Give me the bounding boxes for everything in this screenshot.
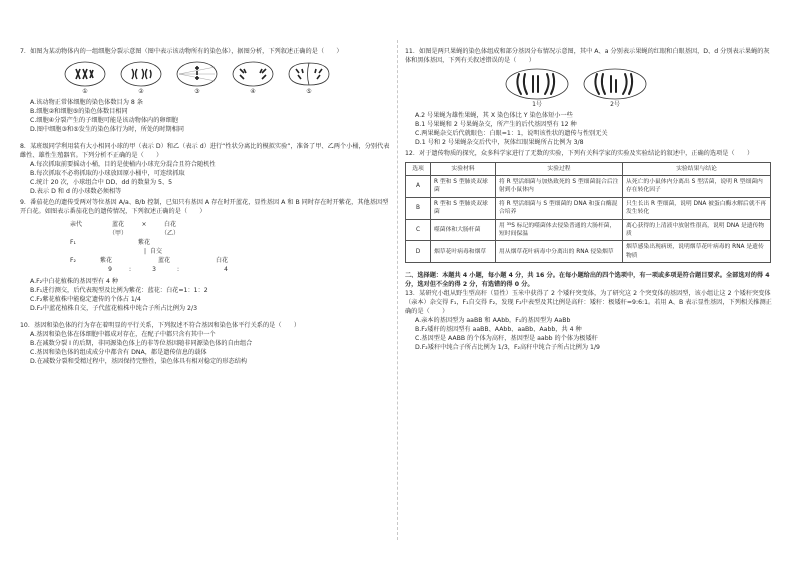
option: C.统计 20 次，小球组合中 DD、dd 的数量为 5、5 bbox=[30, 178, 173, 186]
f2-ratio-c: 4 bbox=[224, 266, 228, 274]
question-10-stem: 10．基因和染色体的行为存在着明显的平行关系，下列叙述不符合基因和染色体平行关系的是（ ） bbox=[20, 322, 301, 330]
f2-phenotype-c: 白花 bbox=[215, 257, 228, 265]
question-8-stem: 8．某班级同学利用装有大小相同小球的甲（表示 D）和乙（表示 d）进行“性状分离比的模拟实验”，准备了甲、乙两个小桶，分别代表雌性、雄性生殖器官。下列分析不正确的是（ ） bbox=[20, 142, 390, 159]
f1-phenotype: 紫花 bbox=[137, 239, 150, 247]
option: D.F₂中蓝花植株自交，子代蓝花植株中纯合子所占比例为 2/3 bbox=[30, 305, 198, 313]
question-9 bbox=[20, 199, 390, 315]
option: C.两果蝇杂交后代就眼色：白眼=1：1，说明该性状的遗传与性别无关 bbox=[415, 129, 608, 137]
table-cell: D bbox=[406, 241, 431, 263]
table-cell: 将 R 型活细菌与 S 型细菌的 DNA 和蛋白酶混合培养 bbox=[496, 197, 623, 219]
option: A.每次抓取前要摇动小桶，目的是使桶内小球充分混合且符合随机性 bbox=[30, 160, 216, 168]
table-cell: R 型和 S 型肺炎双球菌 bbox=[431, 197, 496, 219]
cell-diagram-1 bbox=[64, 61, 106, 97]
f2-ratio-a: 9 bbox=[108, 266, 112, 274]
ratio-colon: : bbox=[128, 266, 132, 274]
table-cell: R 型和 S 型肺炎双球菌 bbox=[431, 175, 496, 197]
table-cell: 烟草花叶病毒和烟草 bbox=[431, 241, 496, 263]
table-cell: 从死亡的小鼠体内分离出 S 型活菌，说明 R 型细菌内存在转化因子 bbox=[623, 175, 771, 197]
cell-label: ④ bbox=[250, 87, 256, 95]
table-header-row bbox=[406, 162, 771, 175]
cell-label: ② bbox=[138, 87, 144, 95]
fly-2-label: 2号 bbox=[610, 100, 620, 108]
table-cell: B bbox=[406, 197, 431, 219]
option: B.细胞②和细胞⑤的染色体数目相同 bbox=[30, 107, 128, 115]
option: A.F₂中白花植株的基因型有 4 种 bbox=[30, 278, 119, 286]
question-11 bbox=[405, 48, 775, 148]
self-cross-label: 自交 bbox=[150, 248, 163, 256]
question-13 bbox=[405, 290, 775, 353]
cross-diagram: 亲代 蓝花 × 白花 （甲） （乙） F₁ 紫花 | 自交 F₂ 紫花 蓝花 白花 9 : 3 : 4 bbox=[70, 221, 228, 274]
table-header: 实验结果与结论 bbox=[623, 162, 771, 175]
option: C.F₂紫花植株中能稳定遗传的个体占 1/4 bbox=[30, 296, 141, 304]
table-cell: 将 R 型活细菌与加热致死的 S 型细菌混合后注射到小鼠体内 bbox=[496, 175, 623, 197]
table-cell: A bbox=[406, 175, 431, 197]
label-f1: F₁ bbox=[70, 239, 76, 247]
option: D.在减数分裂和受精过程中，基因保持完整性，染色体具有相对稳定的形态结构 bbox=[30, 358, 248, 366]
table-header: 实验过程 bbox=[496, 162, 623, 175]
parent-2-tag: （乙） bbox=[160, 230, 179, 238]
fly-2-chromosomes bbox=[583, 68, 647, 110]
cell-division-figure bbox=[64, 61, 390, 97]
option: B.F₂矮秆的基因型有 aaBB、AAbb、aaBb、Aabb，共 4 种 bbox=[415, 326, 582, 333]
option: A.亲本的基因型为 aaBB 和 AAbb，F₁的基因型为 AaBb bbox=[415, 317, 571, 325]
option: C.基因和染色体的组成成分中都含有 DNA，都是遗传信息的载体 bbox=[30, 349, 207, 357]
question-12-stem: 12．对于遗传物质的探究，众多科学家进行了无数的实验，下列有关科学家的实验及实验结论的叙述中，正确的选项是（ ） bbox=[405, 149, 754, 157]
f2-phenotype-a: 紫花 bbox=[100, 257, 113, 265]
option: D.1 号和 2 号果蝇杂交后代中，灰体红眼果蝇所占比例为 3/8 bbox=[415, 138, 584, 146]
question-9-stem: 9．番茄花色的遗传受两对等位基因 A/a、B/b 控制，已知只有基因 A 存在时开蓝花，显性基因 A 和 B 同时存在时开紫花，其他基因型开白花。如图表示番茄花色的遗传情况，下列叙述正确的是（ ） bbox=[20, 198, 389, 215]
table-cell: 烟草感染出现病斑，说明烟草花叶病毒的 RNA 是遗传物质 bbox=[623, 241, 771, 263]
right-column bbox=[405, 48, 775, 355]
f2-phenotype-b: 蓝花 bbox=[157, 257, 170, 265]
table-cell: 用 ³⁵S 标记的噬菌体去侵染普通的大肠杆菌，短时间保温 bbox=[496, 219, 623, 241]
option: B.每次抓取不必将抓取的小球放回原小桶中，可连续抓取 bbox=[30, 169, 185, 177]
table-cell: 用从烟草花叶病毒中分离出的 RNA 侵染烟草 bbox=[496, 241, 623, 263]
question-12 bbox=[405, 150, 775, 264]
option: D.图中细胞③和⑤发生的染色体行为时，所处的时期相同 bbox=[30, 125, 184, 133]
parent-2: 白花 bbox=[163, 221, 176, 229]
option: B.在减数分裂 I 的后期，非同源染色体上的非等位基因随非同源染色体的自由组合 bbox=[30, 340, 253, 348]
option: A.2 号果蝇为雄性果蝇，其 X 染色体比 Y 染色体短小一些 bbox=[415, 111, 573, 119]
cell-diagram-5 bbox=[288, 61, 330, 97]
question-7-stem: 7．如图为某动物体内的一组细胞分裂示意图（图中表示该动物所有的染色体），据图分析，下列叙述正确的是（ ） bbox=[20, 48, 343, 55]
table-header: 选项 bbox=[406, 162, 431, 175]
left-column bbox=[20, 48, 390, 369]
cell-label: ① bbox=[82, 87, 88, 95]
f2-ratio-b: 3 bbox=[152, 266, 156, 274]
option: D.F₂矮秆中纯合子所占比例为 1/3，F₂高秆中纯合子所占比例为 1/9 bbox=[415, 343, 600, 351]
ratio-colon: : bbox=[176, 266, 180, 274]
cell-label: ⑤ bbox=[306, 87, 312, 95]
table-cell: 噬菌体和大肠杆菌 bbox=[431, 219, 496, 241]
parent-1-tag: （甲） bbox=[108, 230, 127, 238]
fly-1-chromosomes bbox=[505, 68, 569, 110]
question-13-stem: 13．某研究小组从野生型高秆（显性）玉米中获得了 2 个矮秆突变体，为了研究这 2 个突变体的基因型，该小组让这 2 个矮秆突变体（亲本）杂交得 F₁，F₁自交得 F₂，发现 F₂中表型及其比例是高秆：矮秆：极矮秆=9:6:1。若用 A、B 表示显性基因，下列相关推测正确的是（ ） bbox=[405, 290, 772, 316]
label-parents: 亲代 bbox=[70, 221, 83, 229]
cell-diagram-3 bbox=[176, 61, 218, 97]
experiment-table bbox=[405, 162, 771, 264]
fly-1-label: 1号 bbox=[532, 100, 542, 108]
question-8 bbox=[20, 143, 390, 197]
section-2-heading: 二、选择题：本题共 4 小题，每小题 4 分，共 16 分。在每小题给出的四个选项中，有一项或多项是符合题目要求。全部选对的得 4 分，选对但不全的得 2 分，有选错的得 0 分。 bbox=[405, 272, 770, 289]
table-row bbox=[406, 241, 771, 263]
option: A.基因和染色体在体细胞中都成对存在，在配子中都只含有其中一个 bbox=[30, 331, 216, 339]
table-cell: 离心获得的上清液中放射性很高，说明 DNA 是遗传物质 bbox=[623, 219, 771, 241]
option: C.细胞④分裂产生的子细胞可能是该动物体内的卵细胞 bbox=[30, 116, 178, 124]
parent-1: 蓝花 bbox=[111, 221, 124, 229]
table-cell: C bbox=[406, 219, 431, 241]
table-cell: 只生长出 R 型细菌，说明 DNA 被蛋白酶水解后就不再发生转化 bbox=[623, 197, 771, 219]
table-row bbox=[406, 219, 771, 241]
cell-diagram-2 bbox=[120, 61, 162, 97]
option: B.1 号果蝇和 2 号果蝇杂交，所产生的后代基因型有 12 种 bbox=[415, 120, 577, 128]
label-f2: F₂ bbox=[70, 257, 76, 265]
chromosome-figure bbox=[505, 68, 775, 110]
question-7 bbox=[20, 48, 390, 135]
cell-label: ③ bbox=[194, 87, 200, 95]
table-row bbox=[406, 197, 771, 219]
option: A.该动物正常体细胞的染色体数目为 8 条 bbox=[30, 98, 143, 106]
question-10 bbox=[20, 322, 390, 367]
option: B.F₁进行测交，后代表现型及比例为紫花：蓝花：白花=1：1：2 bbox=[30, 287, 208, 295]
table-header: 实验材料 bbox=[431, 162, 496, 175]
cross-symbol: × bbox=[141, 221, 147, 229]
option: D.表示 D 和 d 的小球数必须相等 bbox=[30, 187, 122, 195]
cell-diagram-4 bbox=[232, 61, 274, 97]
question-11-stem: 11．如图是两只果蝇的染色体组成和部分基因分布情况示意图，其中 A、a 分别表示果蝇的红眼和白眼基因，D、d 分别表示果蝇的灰体和黑体基因，下列有关叙述错误的是（ ） bbox=[405, 48, 770, 64]
option: C.基因型是 AABB 的个体为高秆，基因型是 aabb 的个体为极矮秆 bbox=[415, 334, 598, 342]
column-divider bbox=[397, 40, 398, 540]
table-row bbox=[406, 175, 771, 197]
